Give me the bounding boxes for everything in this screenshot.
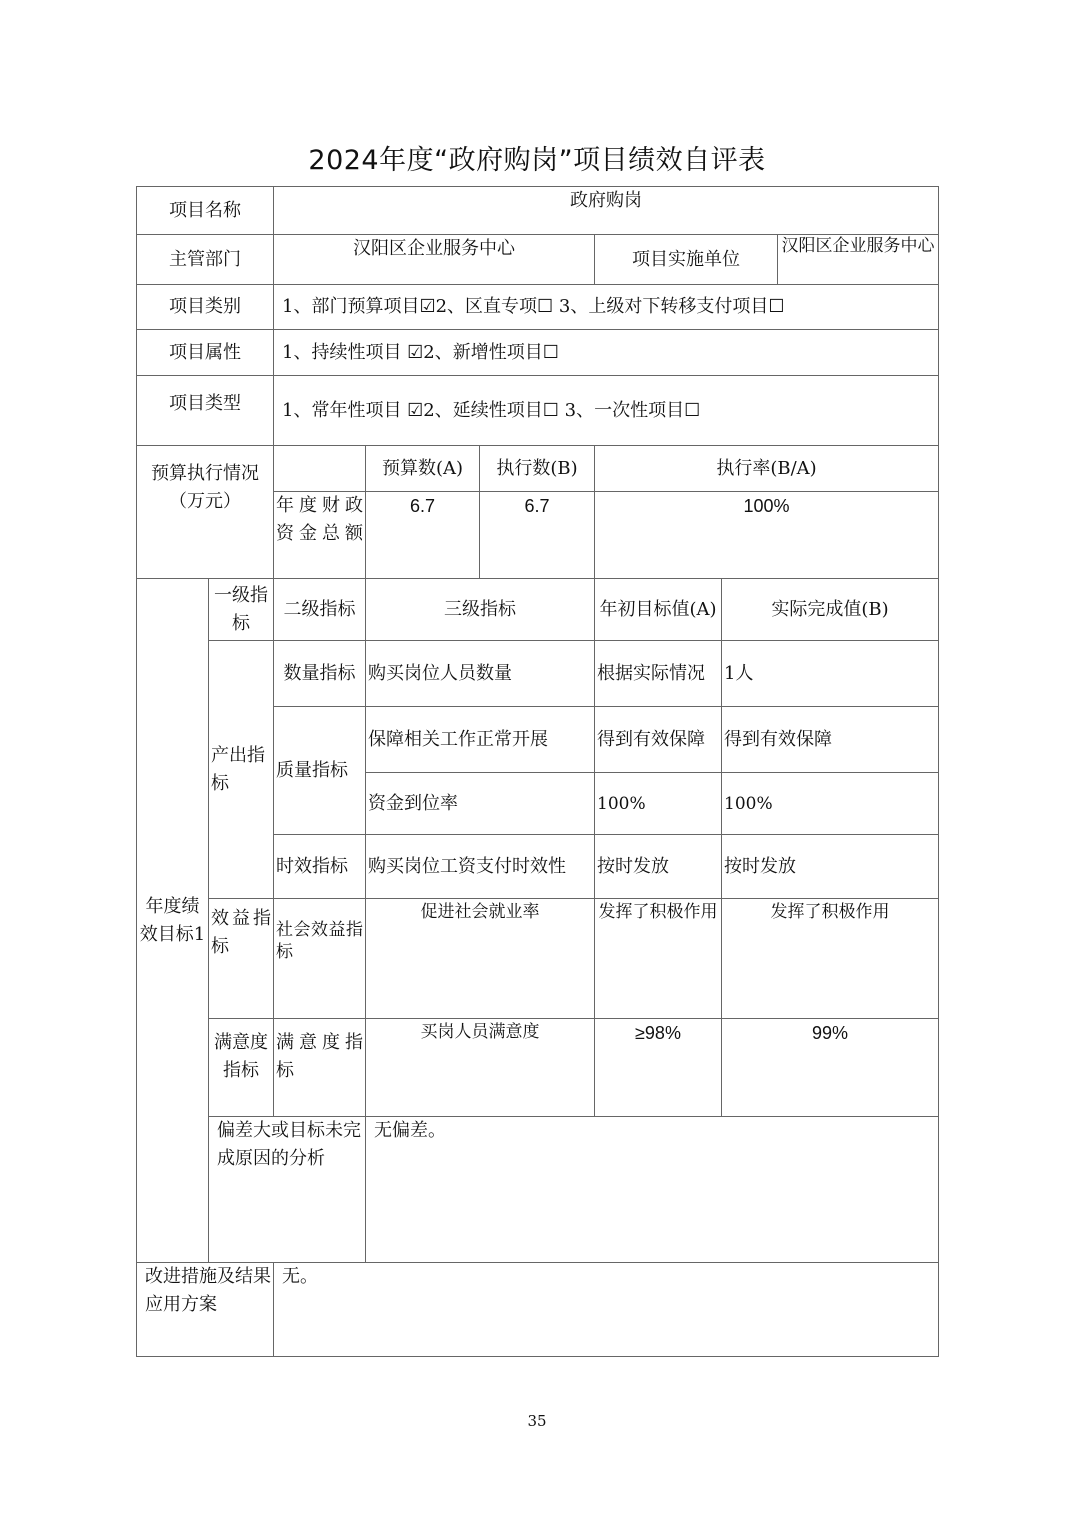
benefit-target: 发挥了积极作用 [595,899,722,1019]
row-type [137,376,939,446]
budget-row-label: 年度财政资金总额 [274,492,366,579]
budget-label: 预算执行情况（万元） [137,446,274,579]
quality1-actual: 得到有效保障 [722,707,939,773]
header-target: 年初目标值(A) [595,579,722,641]
budget-b-value: 6.7 [480,492,595,579]
evaluation-table [136,186,939,1357]
budget-col-b: 执行数(B) [480,446,595,492]
budget-col-rate: 执行率(B/A) [595,446,939,492]
row-attribute [137,330,939,376]
row-budget-header [137,446,939,492]
header-actual: 实际完成值(B) [722,579,939,641]
benefit-level1: 效益指标 [209,899,274,1019]
department-label: 主管部门 [137,235,274,285]
header-level2: 二级指标 [274,579,366,641]
quality2-level3: 资金到位率 [366,773,595,835]
page-title: 2024年度“政府购岗”项目绩效自评表 [308,145,766,176]
implementing-unit-label: 项目实施单位 [595,235,778,285]
category-value: 1、部门预算项目☑2、区直专项☐ 3、上级对下转移支付项目☐ [274,285,939,330]
row-category [137,285,939,330]
project-name-label: 项目名称 [137,187,274,235]
budget-col-a: 预算数(A) [366,446,480,492]
timeliness-level2: 时效指标 [274,835,366,899]
satisfaction-actual: 99% [722,1019,939,1117]
budget-empty-cell [274,446,366,492]
quality1-target: 得到有效保障 [595,707,722,773]
satisfaction-level2: 满意度指标 [274,1019,366,1117]
type-label: 项目类型 [137,376,274,446]
deviation-value: 无偏差。 [366,1117,939,1263]
row-deviation [137,1117,939,1263]
header-level1: 一级指标 [209,579,274,641]
row-perf-header [137,579,939,641]
department-value: 汉阳区企业服务中心 [274,235,595,285]
satisfaction-target: ≥98% [595,1019,722,1117]
row-improvement [137,1263,939,1357]
row-project-name [137,187,939,235]
budget-rate-value: 100% [595,492,939,579]
satisfaction-level1: 满意度指标 [209,1019,274,1117]
quality-level2: 质量指标 [274,707,366,835]
implementing-unit-value: 汉阳区企业服务中心 [778,235,939,285]
header-level3: 三级指标 [366,579,595,641]
quality1-level3: 保障相关工作正常开展 [366,707,595,773]
row-benefit [137,899,939,1019]
satisfaction-level3: 买岗人员满意度 [366,1019,595,1117]
row-satisfaction [137,1019,939,1117]
quantity-level2: 数量指标 [274,641,366,707]
timeliness-target: 按时发放 [595,835,722,899]
benefit-actual: 发挥了积极作用 [722,899,939,1019]
page-number: 35 [527,1412,547,1430]
quantity-level3: 购买岗位人员数量 [366,641,595,707]
row-department [137,235,939,285]
type-value: 1、常年性项目 ☑2、延续性项目☐ 3、一次性项目☐ [274,376,939,446]
timeliness-level3: 购买岗位工资支付时效性 [366,835,595,899]
budget-a-value: 6.7 [366,492,480,579]
perf-goal-label: 年度绩效目标1 [137,579,209,1263]
project-name-value: 政府购岗 [274,187,939,235]
attribute-value: 1、持续性项目 ☑2、新增性项目☐ [274,330,939,376]
quality2-actual: 100% [722,773,939,835]
attribute-label: 项目属性 [137,330,274,376]
benefit-level2: 社会效益指标 [274,899,366,1019]
improvement-label: 改进措施及结果应用方案 [137,1263,274,1357]
quality2-target: 100% [595,773,722,835]
category-label: 项目类别 [137,285,274,330]
row-quantity [137,641,939,707]
improvement-value: 无。 [274,1263,939,1357]
output-indicator-label: 产出指标 [209,641,274,899]
timeliness-actual: 按时发放 [722,835,939,899]
quantity-target: 根据实际情况 [595,641,722,707]
deviation-label: 偏差大或目标未完成原因的分析 [209,1117,366,1263]
quantity-actual: 1人 [722,641,939,707]
benefit-level3: 促进社会就业率 [366,899,595,1019]
